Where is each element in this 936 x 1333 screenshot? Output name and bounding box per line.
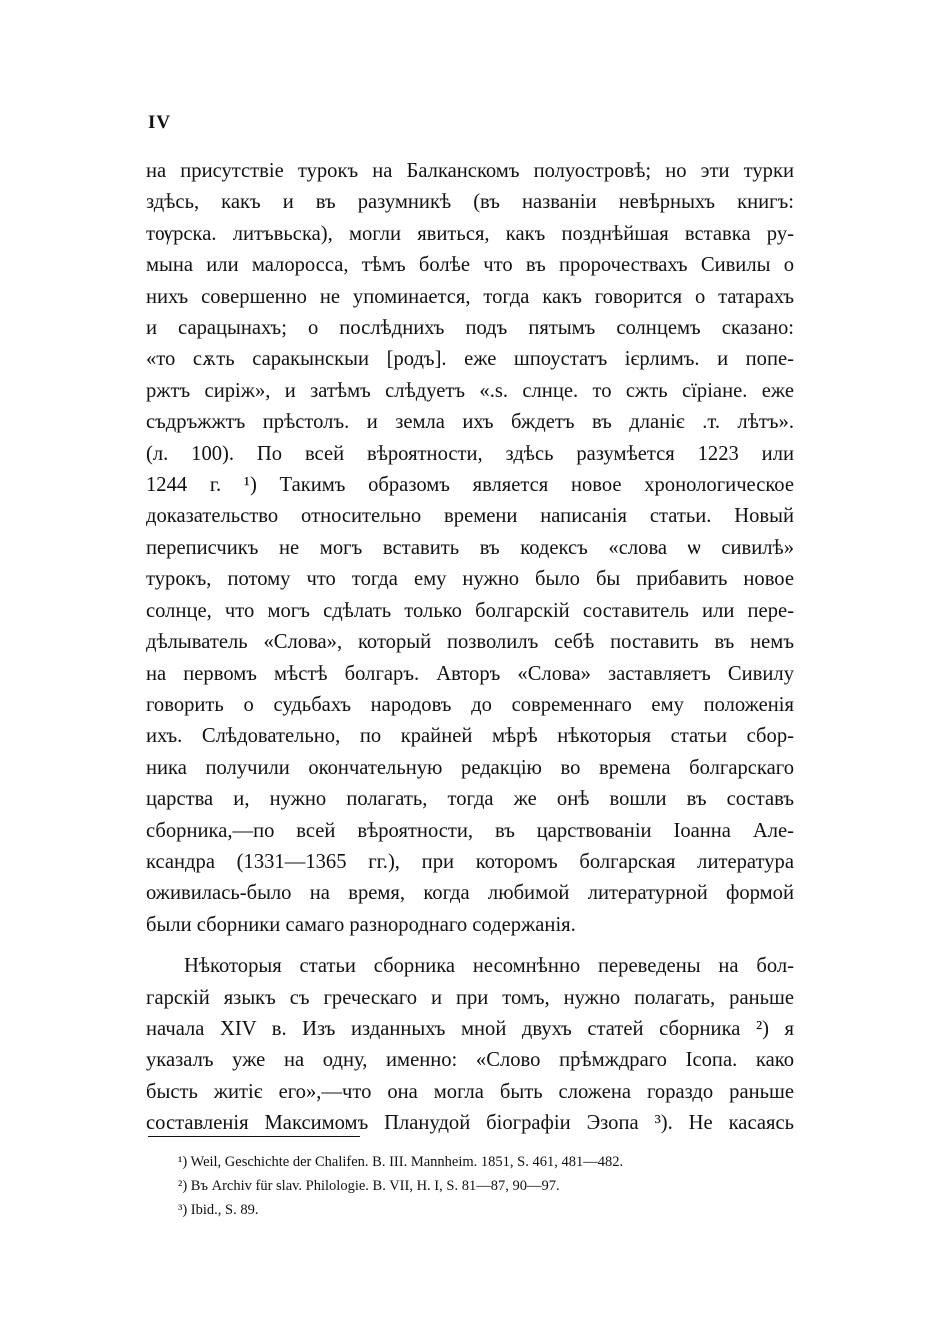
- text-line: бысть житіє его»,—что она могла быть сложена гораздо раньше: [146, 1080, 794, 1103]
- text-line: нихъ совершенно не упоминается, тогда какъ говорится о татарахъ: [146, 285, 794, 308]
- text-line: ксандра (1331—1365 гг.), при которомъ болгарская литература: [146, 850, 794, 873]
- text-line: переписчикъ не могъ вставить въ кодексъ «слова ѡ сивилѣ»: [146, 536, 794, 559]
- text-line: Нѣкоторыя статьи сборника несомнѣнно переведены на бол-: [184, 955, 794, 978]
- text-line: оживилась-было на время, когда любимой литературной формой: [146, 882, 794, 905]
- footnote: ³) Ibid., S. 89.: [178, 1202, 259, 1218]
- text-line: ржтъ сиріж», и затѣмъ слѣдуетъ «.ѕ. слнце. то сжть сїріане. еже: [146, 379, 794, 402]
- footnote-divider: [148, 1136, 360, 1137]
- text-line: ника получили окончательную редакцію во времена болгарскаго: [146, 756, 794, 779]
- text-line: царства и, нужно полагать, тогда же онѣ вошли въ составъ: [146, 788, 794, 811]
- text-line: были сборники самаго разнороднаго содержанія.: [146, 913, 576, 936]
- text-line: указалъ уже на одну, именно: «Слово прѣмждраго Ісопа. како: [146, 1049, 794, 1072]
- text-line: на первомъ мѣстѣ болгаръ. Авторъ «Слова» заставляетъ Сивилу: [146, 662, 794, 685]
- paragraph-gap: [146, 941, 794, 951]
- text-line: говорить о судьбахъ народовъ до современнаго ему положенія: [146, 693, 794, 716]
- text-line: гарскій языкъ съ греческаго и при томъ, нужно полагать, раньше: [146, 986, 794, 1009]
- text-line: «то сѫть саракынскыи [родъ]. еже шпоустатъ ієрлимъ. и попе-: [146, 348, 794, 371]
- text-line: на присутствіе турокъ на Балканскомъ полуостровѣ; но эти турки: [146, 160, 794, 182]
- text-line: начала XIV в. Изъ изданныхъ мной двухъ статей сборника ²) я: [146, 1017, 794, 1040]
- text-line: доказательство относительно времени написанія статьи. Новый: [146, 505, 794, 528]
- footnotes: [178, 1150, 818, 1222]
- text-line: 1244 г. ¹) Такимъ образомъ является новое хронологическое: [146, 474, 794, 497]
- paragraph-2: [146, 951, 794, 1139]
- text-line: сборника,—по всей вѣроятности, въ царствованіи Іоанна Але-: [146, 819, 794, 842]
- text-line: солнце, что могъ сдѣлать только болгарскій составитель или пере-: [146, 599, 794, 622]
- text-line: съдръжжтъ прѣстолъ. и земла ихъ бждетъ въ дланіє .т. лѣтъ».: [146, 411, 794, 434]
- paragraph-1: [146, 156, 794, 941]
- main-text: [146, 156, 794, 1140]
- text-line: составленія Максимомъ Планудой біографіи Эзопа ³). Не касаясь: [146, 1112, 794, 1135]
- text-line: тѹрска. литъвьска), могли явиться, какъ позднѣйшая вставка ру-: [146, 222, 794, 245]
- page-number: IV: [148, 112, 172, 133]
- text-line: мына или малоросса, тѣмъ болѣе что въ пророчествахъ Сивилы о: [146, 254, 794, 277]
- text-line: здѣсь, какъ и въ разумникѣ (въ названіи невѣрныхъ книгъ:: [146, 191, 794, 214]
- text-line: и сарацынахъ; о послѣднихъ подъ пятымъ солнцемъ сказано:: [146, 317, 794, 340]
- text-line: ихъ. Слѣдовательно, по крайней мѣрѣ нѣкоторыя статьи сбор-: [146, 725, 794, 748]
- text-line: (л. 100). По всей вѣроятности, здѣсь разумѣется 1223 или: [146, 442, 794, 465]
- footnote: ¹) Weil, Geschichte der Chalifen. B. III. Mannheim. 1851, S. 461, 481—482.: [178, 1154, 624, 1170]
- text-line: турокъ, потому что тогда ему нужно было бы прибавить новое: [146, 568, 794, 591]
- text-line: дѣлыватель «Слова», который позволилъ себѣ поставить въ немъ: [146, 631, 794, 654]
- footnote: ²) Въ Archiv für slav. Philologie. B. VII, H. I, S. 81—87, 90—97.: [178, 1178, 560, 1194]
